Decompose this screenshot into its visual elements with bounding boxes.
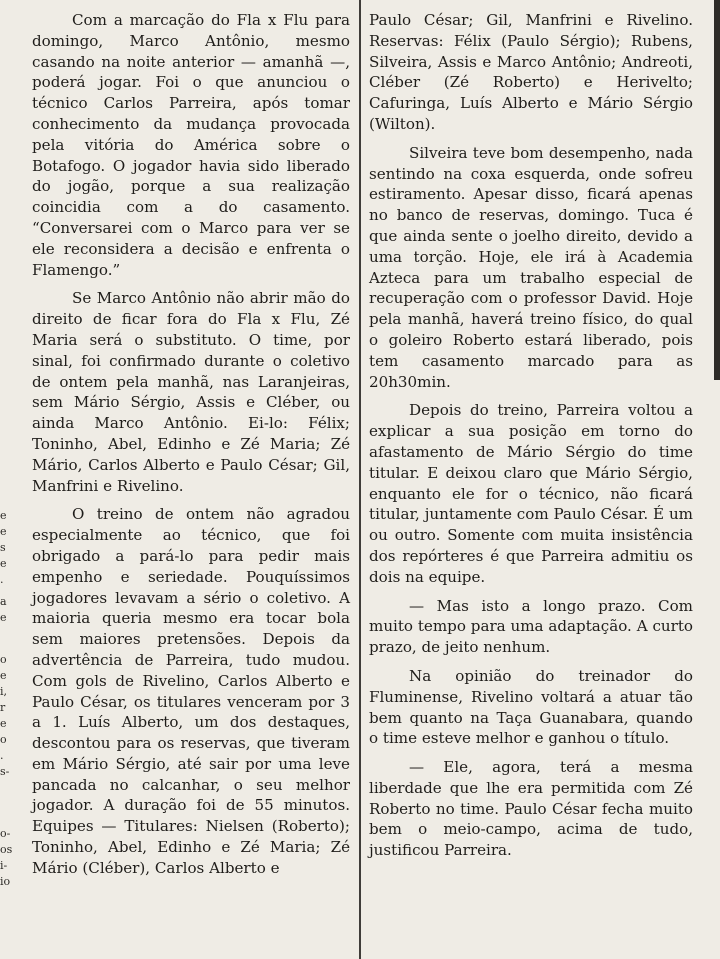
margin-char: io bbox=[0, 875, 11, 888]
margin-char: a bbox=[0, 595, 7, 608]
article-paragraph: O treino de ontem não agradou especialmente ao técnico, que foi obrigado a pará-lo para pedir mais empenho e seriedade. Pouquíssimos jogadores levavam a sério o coletivo. A maioria queria mesmo era tocar bola sem maiores pretensões. Depois da advertência de Parreira, tudo mudou. Com gols de Rivelino, Carlos Alberto e Paulo César, os titulares venceram por 3 a 1. Luís Alberto, um dos destaques, descontou para os reservas, que tiveram em Mário Sérgio, até sair por uma leve pancada no calcanhar, o seu melhor jogador. A duração foi de 55 minutos. Equipes — Titulares: Nielsen (Roberto); Toninho, Abel, Edinho e Zé Maria; Zé Mário (Cléber), Carlos Alberto e bbox=[32, 505, 350, 877]
margin-char: . bbox=[0, 749, 4, 762]
margin-fragment-2 bbox=[0, 594, 14, 626]
article-paragraph: — Ele, agora, terá a mesma liberdade que lhe era permitida com Zé Roberto no time. Paulo César fecha muito bem o meio-campo, acima de tudo, justificou Parreira. bbox=[369, 758, 693, 860]
margin-char: e bbox=[0, 525, 7, 538]
margin-fragment-4 bbox=[0, 826, 14, 890]
margin-char: i, bbox=[0, 685, 8, 698]
page-edge-shadow bbox=[714, 0, 720, 380]
margin-char: e bbox=[0, 557, 7, 570]
article-paragraph-continuation: Paulo César; Gil, Manfrini e Rivelino. Reservas: Félix (Paulo Sérgio); Rubens, Silveira, Assis e Marco Antônio; Andreoti, Cléber (Zé Roberto) e Herivelto; Cafuringa, Luís Alberto e Mário Sérgio (Wilton). bbox=[369, 11, 693, 133]
margin-char: o bbox=[0, 733, 7, 746]
margin-char: e bbox=[0, 717, 7, 730]
left-column bbox=[32, 10, 350, 879]
article-paragraph: — Mas isto a longo prazo. Com muito tempo para uma adaptação. A curto prazo, de jeito nenhum. bbox=[369, 596, 693, 657]
margin-fragment-3 bbox=[0, 652, 14, 780]
article-paragraph: Na opinião do treinador do Fluminense, Rivelino voltará a atuar tão bem quanto na Taça Guanabara, quando o time esteve melhor e ganhou o título. bbox=[369, 666, 693, 748]
margin-char: . bbox=[0, 573, 4, 586]
margin-char: s- bbox=[0, 765, 10, 778]
margin-char: o bbox=[0, 653, 7, 666]
margin-char: e bbox=[0, 611, 7, 624]
margin-fragment-1 bbox=[0, 508, 14, 588]
margin-char: e bbox=[0, 509, 7, 522]
margin-char: s bbox=[0, 541, 6, 554]
article-paragraph: Com a marcação do Fla x Flu para domingo, Marco Antônio, mesmo casando na noite anterior — amanhã —, poderá jogar. Foi o que anunciou o técnico Carlos Parreira, após tomar conhecimento da mudança provocada pela vitória do América sobre o Botafogo. O jogador havia sido liberado do jogão, porque a sua realização coincidia com a do casamento. “Conversarei com o Marco para ver se ele reconsidera a decisão e enfrenta o Flamengo.” bbox=[32, 11, 350, 279]
article-paragraph: Depois do treino, Parreira voltou a explicar a sua posição em torno do afastamento de Mário Sérgio do time titular. E deixou claro que Mário Sérgio, enquanto ele for o técnico, não ficará titular, juntamente com Paulo César. É um ou outro. Somente com muita insistência dos repórteres é que Parreira admitiu os dois na equipe. bbox=[369, 401, 693, 586]
margin-char: e bbox=[0, 669, 7, 682]
column-divider bbox=[359, 0, 361, 959]
margin-char: i- bbox=[0, 859, 8, 872]
article-paragraph: Silveira teve bom desempenho, nada sentindo na coxa esquerda, onde sofreu estiramento. Apesar disso, ficará apenas no banco de reservas, domingo. Tuca é que ainda sente o joelho direito, devido a uma torção. Hoje, ele irá à Academia Azteca para um trabalho especial de recuperação com o professor David. Hoje pela manhã, haverá treino físico, do qual o goleiro Roberto estará liberado, pois tem casamento marcado para as 20h30min. bbox=[369, 143, 693, 391]
article-paragraph: Se Marco Antônio não abrir mão do direito de ficar fora do Fla x Flu, Zé Maria será o substituto. O time, por sinal, foi confirmado durante o coletivo de ontem pela manhã, nas Laranjeiras, sem Mário Sérgio, Assis e Cléber, ou ainda Marco Antônio. Ei-lo: Félix; Toninho, Abel, Edinho e Zé Maria; Zé Mário, Carlos Alberto e Paulo César; Gil, Manfrini e Rivelino. bbox=[32, 289, 350, 495]
margin-char: r bbox=[0, 701, 6, 714]
margin-char: os bbox=[0, 843, 13, 856]
margin-char: o- bbox=[0, 827, 11, 840]
right-column bbox=[369, 10, 693, 861]
